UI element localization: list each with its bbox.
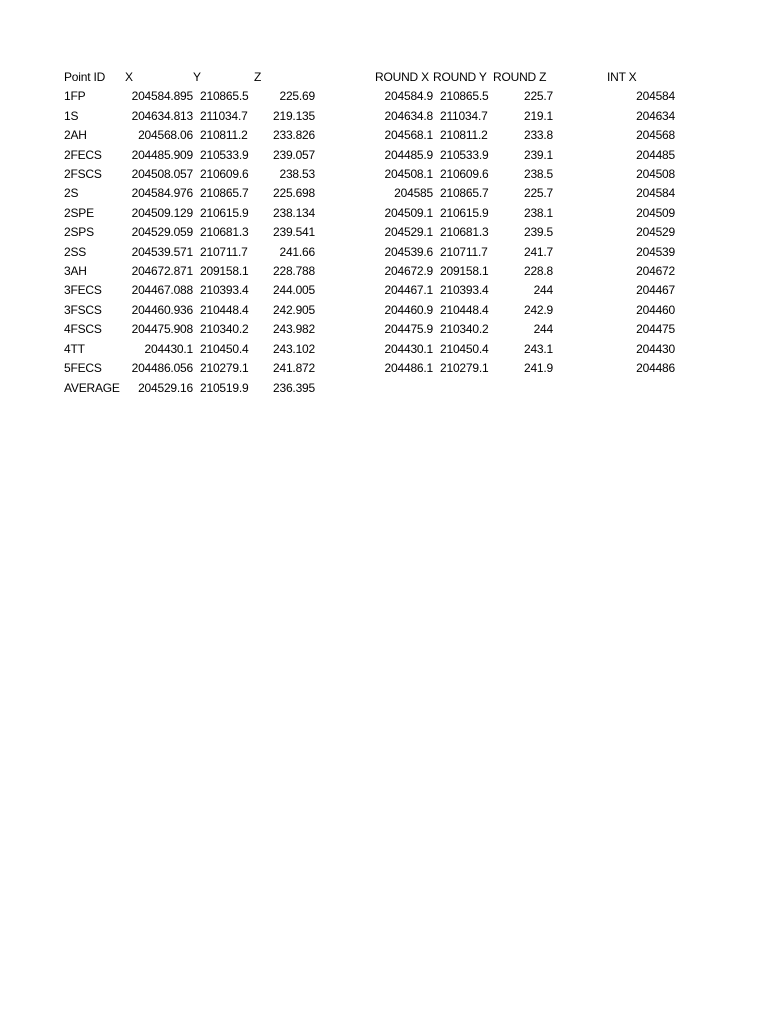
cell-y: 210533.9	[200, 147, 249, 162]
cell-point-id: 2SPE	[64, 205, 94, 220]
cell-round-y: 210865.7	[440, 186, 489, 201]
table-row	[0, 204, 768, 223]
cell-round-y: 210533.9	[440, 147, 489, 162]
cell-z: 219.135	[273, 108, 315, 123]
cell-x: 204475.908	[131, 322, 193, 337]
cell-z: 228.788	[273, 264, 315, 279]
average-z: 236.395	[273, 380, 315, 395]
cell-y: 210393.4	[200, 283, 249, 298]
cell-round-z: 225.7	[523, 186, 553, 201]
cell-y: 210865.5	[200, 89, 249, 104]
table-row	[0, 223, 768, 242]
cell-y: 210450.4	[200, 341, 249, 356]
cell-int-x: 204509	[636, 205, 675, 220]
cell-z: 241.872	[273, 361, 315, 376]
cell-round-x: 204430.1	[384, 341, 433, 356]
cell-round-z: 239.5	[523, 225, 553, 240]
cell-int-x: 204584	[636, 89, 675, 104]
header-x: X	[125, 70, 133, 84]
cell-round-x: 204475.9	[384, 322, 433, 337]
cell-z: 241.66	[279, 244, 315, 259]
cell-x: 204634.813	[131, 108, 193, 123]
cell-int-x: 204460	[636, 302, 675, 317]
cell-int-x: 204568	[636, 128, 675, 143]
table-row	[0, 281, 768, 300]
table-row	[0, 165, 768, 184]
cell-point-id: 3FSCS	[64, 302, 102, 317]
cell-round-x: 204508.1	[384, 167, 433, 182]
table-row	[0, 301, 768, 320]
table-row	[0, 320, 768, 339]
cell-point-id: 4FSCS	[64, 322, 102, 337]
header-round-x: ROUND X	[375, 70, 429, 84]
cell-int-x: 204634	[636, 108, 675, 123]
cell-z: 239.057	[273, 147, 315, 162]
cell-point-id: 2SPS	[64, 225, 94, 240]
cell-round-x: 204486.1	[384, 361, 433, 376]
cell-int-x: 204584	[636, 186, 675, 201]
header-row	[0, 68, 768, 87]
average-y: 210519.9	[200, 380, 249, 395]
cell-y: 210448.4	[200, 302, 249, 317]
cell-y: 210609.6	[200, 167, 249, 182]
cell-int-x: 204486	[636, 361, 675, 376]
cell-point-id: 3FECS	[64, 283, 102, 298]
cell-z: 244.005	[273, 283, 315, 298]
cell-round-z: 243.1	[523, 341, 553, 356]
cell-round-z: 241.7	[523, 244, 553, 259]
cell-round-x: 204485.9	[384, 147, 433, 162]
cell-y: 210340.2	[200, 322, 249, 337]
cell-z: 225.698	[273, 186, 315, 201]
cell-point-id: 5FECS	[64, 361, 102, 376]
cell-round-x: 204672.9	[384, 264, 433, 279]
header-round-z: ROUND Z	[493, 70, 547, 84]
table-body	[0, 87, 768, 378]
table-row	[0, 359, 768, 378]
cell-round-y: 210711.7	[440, 244, 488, 259]
cell-round-y: 210811.2	[440, 128, 488, 143]
header-point-id: Point ID	[64, 70, 106, 84]
average-x: 204529.16	[138, 380, 193, 395]
cell-y: 210615.9	[200, 205, 249, 220]
cell-round-x: 204568.1	[384, 128, 433, 143]
cell-x: 204584.976	[131, 186, 193, 201]
table-row	[0, 107, 768, 126]
cell-x: 204672.871	[131, 264, 193, 279]
cell-x: 204568.06	[138, 128, 193, 143]
cell-x: 204430.1	[144, 341, 193, 356]
cell-point-id: 1FP	[64, 89, 86, 104]
cell-round-y: 210279.1	[440, 361, 489, 376]
cell-int-x: 204529	[636, 225, 675, 240]
cell-z: 238.134	[273, 205, 315, 220]
cell-x: 204467.088	[131, 283, 193, 298]
cell-point-id: 2S	[64, 186, 79, 201]
cell-z: 233.826	[273, 128, 315, 143]
cell-round-x: 204539.6	[384, 244, 433, 259]
cell-y: 210865.7	[200, 186, 249, 201]
cell-round-y: 210609.6	[440, 167, 489, 182]
cell-int-x: 204508	[636, 167, 675, 182]
cell-z: 243.982	[273, 322, 315, 337]
cell-round-z: 225.7	[523, 89, 553, 104]
table-row	[0, 146, 768, 165]
cell-z: 243.102	[273, 341, 315, 356]
cell-round-z: 244	[533, 283, 553, 298]
cell-round-y: 210865.5	[440, 89, 489, 104]
cell-point-id: 4TT	[64, 341, 85, 356]
cell-round-x: 204634.8	[384, 108, 433, 123]
cell-round-z: 228.8	[523, 264, 553, 279]
cell-int-x: 204430	[636, 341, 675, 356]
cell-y: 209158.1	[200, 264, 249, 279]
cell-y: 210811.2	[200, 128, 248, 143]
cell-int-x: 204539	[636, 244, 675, 259]
table-row	[0, 184, 768, 203]
cell-round-x: 204585	[394, 186, 433, 201]
cell-round-x: 204584.9	[384, 89, 433, 104]
table-row	[0, 262, 768, 281]
table-row	[0, 243, 768, 262]
cell-round-z: 244	[533, 322, 553, 337]
cell-point-id: 1S	[64, 108, 79, 123]
cell-x: 204460.936	[131, 302, 193, 317]
cell-x: 204509.129	[131, 205, 193, 220]
cell-round-z: 242.9	[523, 302, 553, 317]
header-int-x: INT X	[607, 70, 637, 84]
cell-round-y: 210448.4	[440, 302, 489, 317]
cell-int-x: 204475	[636, 322, 675, 337]
cell-round-x: 204509.1	[384, 205, 433, 220]
cell-x: 204485.909	[131, 147, 193, 162]
cell-int-x: 204467	[636, 283, 675, 298]
average-label: AVERAGE	[64, 380, 120, 395]
cell-round-y: 209158.1	[440, 264, 489, 279]
cell-y: 210681.3	[200, 225, 249, 240]
cell-y: 210279.1	[200, 361, 249, 376]
header-z: Z	[254, 70, 262, 84]
cell-x: 204539.571	[131, 244, 193, 259]
cell-round-y: 210681.3	[440, 225, 489, 240]
table-row	[0, 126, 768, 145]
header-round-y: ROUND Y	[433, 70, 487, 84]
cell-x: 204529.059	[131, 225, 193, 240]
cell-int-x: 204672	[636, 264, 675, 279]
cell-z: 238.53	[279, 167, 315, 182]
header-y: Y	[193, 70, 201, 84]
cell-x: 204508.057	[131, 167, 193, 182]
cell-y: 210711.7	[200, 244, 248, 259]
cell-z: 239.541	[273, 225, 315, 240]
cell-y: 211034.7	[200, 108, 248, 123]
cell-round-y: 210340.2	[440, 322, 489, 337]
coordinates-table	[0, 68, 768, 398]
table-row	[0, 87, 768, 106]
cell-point-id: 2AH	[64, 128, 87, 143]
cell-z: 242.905	[273, 302, 315, 317]
cell-z: 225.69	[279, 89, 315, 104]
cell-point-id: 2FECS	[64, 147, 102, 162]
cell-round-x: 204467.1	[384, 283, 433, 298]
cell-round-y: 210393.4	[440, 283, 489, 298]
cell-point-id: 2SS	[64, 244, 87, 259]
cell-round-z: 219.1	[523, 108, 553, 123]
cell-round-y: 210615.9	[440, 205, 489, 220]
average-row	[0, 379, 768, 398]
cell-x: 204486.056	[131, 361, 193, 376]
cell-round-z: 239.1	[523, 147, 553, 162]
table-row	[0, 340, 768, 359]
cell-round-x: 204460.9	[384, 302, 433, 317]
cell-round-z: 233.8	[523, 128, 553, 143]
cell-round-z: 241.9	[523, 361, 553, 376]
cell-point-id: 2FSCS	[64, 167, 102, 182]
spreadsheet-sheet	[0, 68, 768, 398]
cell-round-y: 210450.4	[440, 341, 489, 356]
cell-int-x: 204485	[636, 147, 675, 162]
cell-point-id: 3AH	[64, 264, 87, 279]
cell-x: 204584.895	[131, 89, 193, 104]
cell-round-y: 211034.7	[440, 108, 488, 123]
cell-round-z: 238.5	[523, 167, 553, 182]
cell-round-x: 204529.1	[384, 225, 433, 240]
cell-round-z: 238.1	[523, 205, 553, 220]
